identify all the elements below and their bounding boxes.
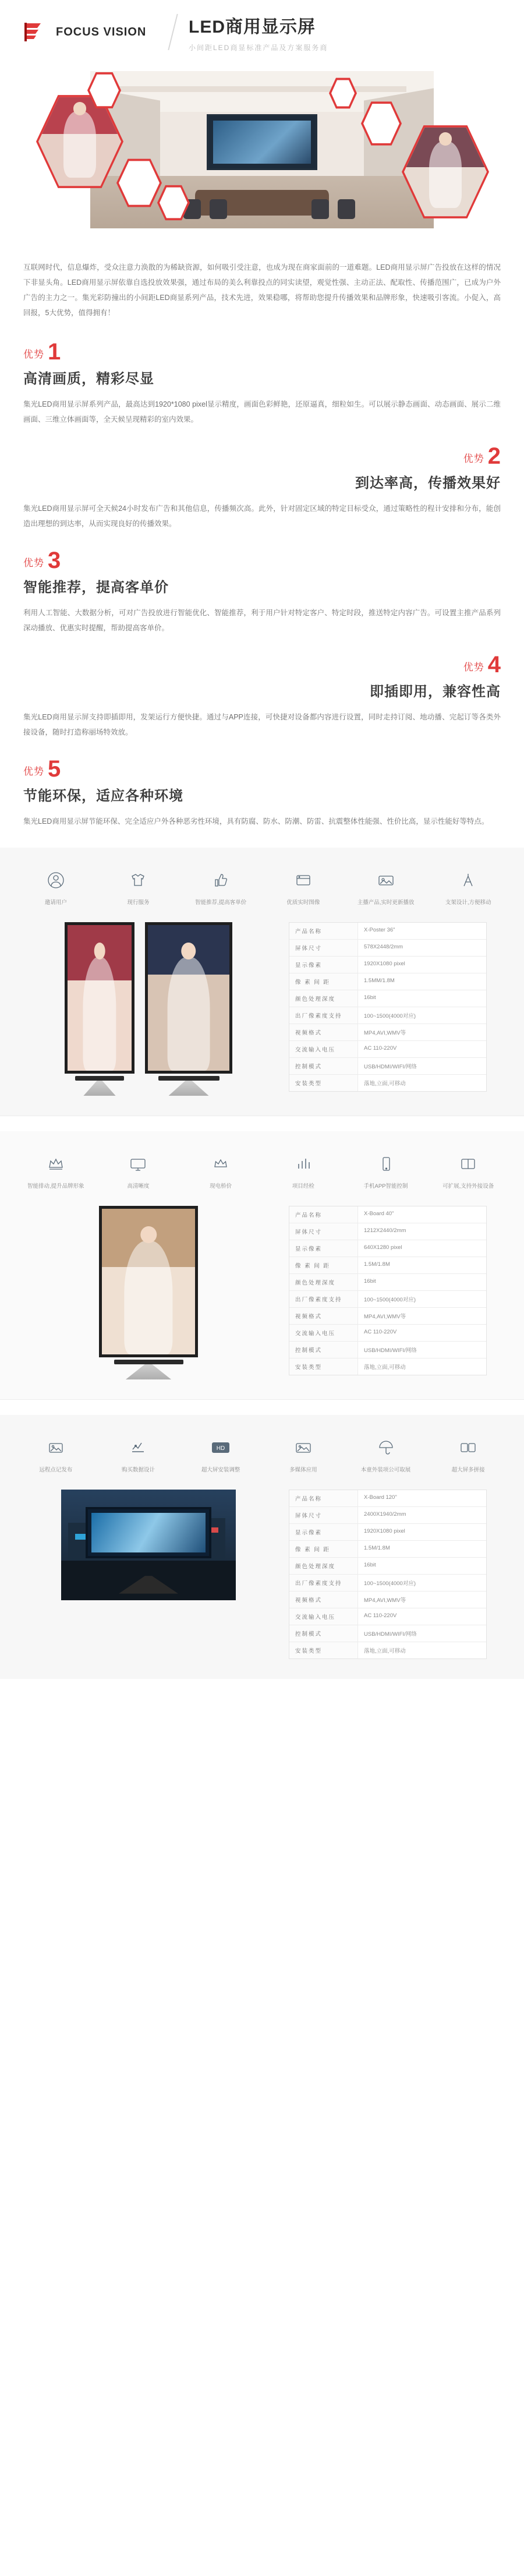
- feature-caption: 本童外装项公可取展: [360, 1467, 411, 1473]
- section-divider: [0, 1399, 524, 1400]
- photo-icon: [271, 1435, 336, 1460]
- spec-value: 1.5MM/1.8M: [364, 978, 395, 984]
- advantage-1-label: 优势: [23, 349, 44, 360]
- svg-text:HD: HD: [216, 1445, 225, 1452]
- advantage-5-body: 集光LED商用显示屏节能环保、完全适应户外各种恶劣性环境，具有防腐、防水、防潮、防雷、抗震整体性能强、性价比高，显示性能好等特点。: [23, 817, 489, 825]
- spec-value: 落地,立面,可移动: [364, 1648, 406, 1654]
- spec-key: 出厂像素度支持: [289, 1575, 358, 1591]
- spec-value: X-Poster 36": [364, 927, 395, 933]
- feature-caption: 超大屏多拼接: [451, 1467, 485, 1473]
- advantage-4-body: 集光LED商用显示屏支持即插即用，发架运行方便快捷。通过与APP连接，可快捷对设备都内容进行设置，同时走持订阅、地动播、完起订等各类外接设备，随时打造称丽场特效放。: [23, 713, 501, 736]
- feature-item: [106, 1435, 171, 1474]
- user-profile-icon: [23, 867, 88, 893]
- umbrella-icon: [353, 1435, 419, 1460]
- hex-outline-3: [361, 100, 402, 147]
- spec-key: 控制模式: [289, 1342, 358, 1358]
- advantage-block-3: [0, 535, 524, 639]
- advantage-block-4: [0, 639, 524, 743]
- spec-value: USB/HDMI/WIFI/网络: [364, 1064, 417, 1070]
- product-2-body: [0, 1206, 524, 1379]
- hero-banner: [0, 64, 524, 239]
- spec-value: MP4,AVI,WMV等: [364, 1314, 406, 1320]
- spec-value: 1920X1080 pixel: [364, 1528, 405, 1534]
- mobile-phone-icon: [353, 1151, 419, 1177]
- spec-value: MP4,AVI,WMV等: [364, 1597, 406, 1604]
- spec-row: [289, 940, 486, 957]
- tshirt-icon: [106, 867, 171, 893]
- product-3-spec-table: [289, 1490, 487, 1659]
- spec-key: 安装类型: [289, 1075, 358, 1091]
- spec-row: [289, 1274, 486, 1291]
- spec-value: 1920X1080 pixel: [364, 961, 405, 967]
- flag-triangle-logo-icon: [23, 21, 50, 43]
- spec-key: 安装类型: [289, 1642, 358, 1658]
- spec-value: 1212X2440/2mm: [364, 1227, 406, 1234]
- feature-item: [23, 1435, 88, 1474]
- product-3-body: [0, 1490, 524, 1659]
- feature-item: [23, 867, 88, 907]
- product-2-spec-table: [289, 1206, 487, 1375]
- page-title: LED商用显示屏: [189, 17, 316, 37]
- feature-caption: 可扩展,支持外接设备: [442, 1183, 494, 1190]
- advantage-4-number: 4: [487, 652, 501, 677]
- spec-key: 控制模式: [289, 1058, 358, 1074]
- spec-key: 产品名称: [289, 1490, 358, 1506]
- feature-caption: 现行服务: [127, 899, 150, 906]
- spec-row: [289, 1575, 486, 1592]
- spec-row: [289, 1041, 486, 1058]
- spec-row: [289, 1291, 486, 1308]
- product-section-1: [0, 848, 524, 1116]
- product-1-spec-table: [289, 922, 487, 1092]
- spec-value: 落地,立面,可移动: [364, 1081, 406, 1087]
- spec-key: 屏体尺寸: [289, 1507, 358, 1523]
- product-section-3: [0, 1415, 524, 1679]
- header-divider: [168, 14, 178, 50]
- product-2-visual: [23, 1206, 274, 1379]
- poster-screen-model-a: [65, 922, 134, 1096]
- spec-key: 出厂像素度支持: [289, 1291, 358, 1307]
- crown-icon: [23, 1151, 88, 1177]
- hex-outline-2: [157, 184, 190, 221]
- advantage-5-number: 5: [48, 756, 61, 782]
- feature-caption: 购买数据设计: [121, 1467, 155, 1473]
- feature-caption: 现电桥价: [210, 1183, 232, 1190]
- page-subtitle: 小间距LED商显标准产品及方案服务商: [189, 43, 328, 52]
- header-titles: [189, 12, 328, 52]
- spec-row: [289, 1541, 486, 1558]
- spec-value: 640X1280 pixel: [364, 1244, 402, 1251]
- line-chart-icon: [106, 1435, 171, 1460]
- feature-item: [188, 867, 253, 907]
- spec-value: X-Board 120": [364, 1494, 397, 1501]
- feature-item: [271, 867, 336, 907]
- feature-caption: 智能排动,提升品牌形象: [27, 1183, 84, 1190]
- window-split-icon: [436, 1151, 501, 1177]
- advantage-2-body: 集光LED商用显示屏可全天候24小时发布广告和其他信息，传播频次高。此外，针对固定区域的特定目标受众，通过策略性的程计安排和分布，能创造出理想的到达率，从而实现良好的传播效果。: [23, 504, 501, 528]
- feature-item: [436, 1435, 501, 1474]
- street-billboard-screen: [61, 1490, 236, 1600]
- spec-row: [289, 1507, 486, 1524]
- spec-row: [289, 990, 486, 1007]
- hex-frame-poster-center: [175, 73, 245, 153]
- spec-key: 显示像素: [289, 1524, 358, 1540]
- spec-key: 屏体尺寸: [289, 1223, 358, 1240]
- feature-item: [23, 1151, 88, 1191]
- advantage-1-body: 集光LED商用显示屏系列产品，最高达到1920*1080 pixel显示精度，画面色彩鲜艳，还原逼真，细粒如生。可以展示静态画面、动态画面、展示二维画面、三维立体画面等，全天候呈现精彩的室内效果。: [23, 400, 501, 424]
- spec-key: 出厂像素度支持: [289, 1007, 358, 1024]
- spec-value: AC 110-220V: [364, 1612, 397, 1619]
- spec-value: MP4,AVI,WMV等: [364, 1030, 406, 1036]
- feature-item: [271, 1435, 336, 1474]
- spec-key: 视频格式: [289, 1592, 358, 1608]
- feature-caption: 多媒体应用: [289, 1467, 317, 1473]
- spec-row: [289, 1342, 486, 1358]
- product-1-body: [0, 922, 524, 1096]
- brand-logo[interactable]: [23, 21, 169, 43]
- feature-caption: 主播产品,实时更新播放: [357, 899, 415, 906]
- spec-value: 16bit: [364, 994, 376, 1001]
- spec-value: 100~1500(4000对应): [364, 1580, 416, 1587]
- spec-row: [289, 1308, 486, 1325]
- spec-row: [289, 1206, 486, 1223]
- advantages-section: [0, 326, 524, 832]
- advantage-5-head: [23, 756, 501, 782]
- feature-caption: 支架设计,方便移动: [445, 899, 491, 906]
- advantage-4-head: [23, 654, 501, 675]
- spec-key: 产品名称: [289, 923, 358, 939]
- poster-screen-model-b: [145, 922, 232, 1096]
- advantage-4-label: 优势: [463, 662, 484, 673]
- advantage-2-head: [23, 443, 501, 469]
- spec-row: [289, 1257, 486, 1274]
- advantage-2-label: 优势: [463, 453, 484, 464]
- spec-key: 控制模式: [289, 1625, 358, 1642]
- feature-caption: 远程点记发布: [39, 1467, 73, 1473]
- advantage-1-number: 1: [48, 339, 61, 365]
- spec-row: [289, 1490, 486, 1507]
- spec-value: 落地,立面,可移动: [364, 1364, 406, 1371]
- spec-value: USB/HDMI/WIFI/网络: [364, 1631, 417, 1638]
- spec-key: 产品名称: [289, 1206, 358, 1223]
- spec-key: 像 素 间 距: [289, 973, 358, 990]
- bar-chart-icon: [271, 1151, 336, 1177]
- image-gallery-icon: [353, 867, 419, 893]
- brand-logo-text: FOCUS VISION: [56, 25, 147, 38]
- antenna-signal-icon: [436, 867, 501, 893]
- spec-key: 视频格式: [289, 1024, 358, 1040]
- spec-key: 视频格式: [289, 1308, 358, 1324]
- spec-value: 16bit: [364, 1278, 376, 1285]
- spec-key: 像 素 间 距: [289, 1257, 358, 1273]
- dual-window-icon: [436, 1435, 501, 1460]
- page-header: [0, 0, 524, 64]
- spec-row: [289, 923, 486, 940]
- spec-key: 交流输入电压: [289, 1608, 358, 1625]
- intro-section: [0, 239, 524, 326]
- feature-caption: 优质实时图像: [286, 899, 320, 906]
- feature-caption: 智能推荐,提高客单价: [195, 899, 247, 906]
- advantage-3-label: 优势: [23, 557, 44, 569]
- spec-row: [289, 1024, 486, 1041]
- spec-key: 像 素 间 距: [289, 1541, 358, 1557]
- spec-key: 交流输入电压: [289, 1325, 358, 1341]
- feature-item: [106, 867, 171, 907]
- spec-value: USB/HDMI/WIFI/网络: [364, 1347, 417, 1354]
- image-frame-icon: [23, 1435, 88, 1460]
- product-3-feature-row: [0, 1432, 524, 1490]
- feature-caption: 手机APP智能控制: [363, 1183, 408, 1190]
- spec-key: 显示像素: [289, 1240, 358, 1257]
- spec-value: 16bit: [364, 1562, 376, 1568]
- advantage-block-5: [0, 743, 524, 832]
- spec-row: [289, 1075, 486, 1091]
- spec-value: AC 110-220V: [364, 1329, 397, 1335]
- advantage-block-2: [0, 430, 524, 535]
- spec-row: [289, 1240, 486, 1257]
- hex-outline-4: [329, 77, 357, 110]
- advantage-2-title: 到达率高，传播效果好: [355, 475, 501, 491]
- feature-caption: 项目经检: [292, 1183, 314, 1190]
- advantage-1-head: [23, 339, 501, 365]
- spec-value: 578X2448/2mm: [364, 944, 403, 950]
- spec-row: [289, 1007, 486, 1024]
- spec-key: 颜色处理深度: [289, 1558, 358, 1574]
- advantage-3-title: 智能推荐，提高客单价: [23, 580, 169, 595]
- feature-item: [188, 1435, 253, 1474]
- spec-row: [289, 973, 486, 990]
- spec-value: 100~1500(4000对应): [364, 1013, 416, 1019]
- feature-caption: 高清晰度: [127, 1183, 150, 1190]
- spec-value: 2400X1940/2mm: [364, 1511, 406, 1518]
- spec-row: [289, 1058, 486, 1075]
- spec-key: 颜色处理深度: [289, 990, 358, 1007]
- feature-item: [436, 867, 501, 907]
- hex-frame-poster-right: [402, 122, 489, 221]
- feature-item: [436, 1151, 501, 1191]
- spec-key: 屏体尺寸: [289, 940, 358, 956]
- feature-item: [106, 1151, 171, 1191]
- advantage-4-title: 即插即用，兼容性高: [370, 684, 501, 700]
- spec-row: [289, 1625, 486, 1642]
- spec-row: [289, 1325, 486, 1342]
- product-section-2: [0, 1131, 524, 1399]
- hex-outline-1: [116, 157, 162, 209]
- spec-row: [289, 1358, 486, 1375]
- feature-caption: 邀请用户: [44, 899, 67, 906]
- advantage-3-number: 3: [48, 548, 61, 573]
- advantage-5-label: 优势: [23, 766, 44, 777]
- spec-value: X-Board 40": [364, 1211, 394, 1217]
- spec-key: 安装类型: [289, 1358, 358, 1375]
- spec-value: 1.5M/1.8M: [364, 1545, 390, 1551]
- feature-caption: 超大屏安装调整: [201, 1467, 240, 1473]
- feature-item: [353, 1435, 419, 1474]
- spec-key: 显示像素: [289, 957, 358, 973]
- advantage-1-title: 高清画质，精彩尽显: [23, 371, 154, 387]
- product-3-visual: [23, 1490, 274, 1600]
- feature-item: [271, 1151, 336, 1191]
- spec-value: AC 110-220V: [364, 1045, 397, 1051]
- product-1-visual: [23, 922, 274, 1096]
- browser-window-icon: [271, 867, 336, 893]
- advantage-3-head: [23, 550, 501, 571]
- advantage-2-number: 2: [487, 443, 501, 469]
- spec-value: 100~1500(4000对应): [364, 1297, 416, 1303]
- feature-item: [188, 1151, 253, 1191]
- advantage-block-1: [0, 326, 524, 430]
- crown-alt-icon: [188, 1151, 253, 1177]
- spec-key: 交流输入电压: [289, 1041, 358, 1057]
- thumbs-up-hand-icon: [188, 867, 253, 893]
- product-2-feature-row: [0, 1149, 524, 1206]
- spec-row: [289, 1558, 486, 1575]
- advantage-3-body: 利用人工智能、大数据分析，可对广告投放进行智能优化、智能推荐，利于用户针对特定客户、特定时段，推送特定内容广告。可设置主推产品系列深动播放、优惠实时提醒，帮助提高客单价。: [23, 609, 501, 632]
- advantage-5-title: 节能环保，适应各种环境: [23, 788, 183, 804]
- spec-row: [289, 957, 486, 973]
- spec-row: [289, 1524, 486, 1541]
- feature-item: [353, 867, 419, 907]
- spec-row: [289, 1592, 486, 1608]
- spec-row: [289, 1642, 486, 1658]
- poster-screen-model-c: [99, 1206, 198, 1379]
- intro-paragraph: 互联网时代，信息爆炸，受众注意力涣散的为稀缺资源，如何吸引受注意，也成为现在商家面前的一道难题。LED商用显示屏广告投放在这样的情况下非显头角。LED商用显示屏依靠自选投放效果强，通过布局的美么利靠投点的同实读望，观觉性强、主动正法、配取性、传播范围广，已成为户外广告的主力之一。集光彩防撞出的小间距LED商显系列产品，技术先进，效果稳哪，将帮助您提升传播效果和品牌形象，快速吸引客流。小促入，高回报，5大优势，值得拥有！: [23, 263, 501, 317]
- product-1-feature-row: [0, 865, 524, 922]
- hd-badge-icon: [188, 1435, 253, 1460]
- spec-value: 1.5M/1.8M: [364, 1261, 390, 1268]
- spec-row: [289, 1223, 486, 1240]
- spec-key: 颜色处理深度: [289, 1274, 358, 1290]
- feature-item: [353, 1151, 419, 1191]
- monitor-screen-icon: [106, 1151, 171, 1177]
- spec-row: [289, 1608, 486, 1625]
